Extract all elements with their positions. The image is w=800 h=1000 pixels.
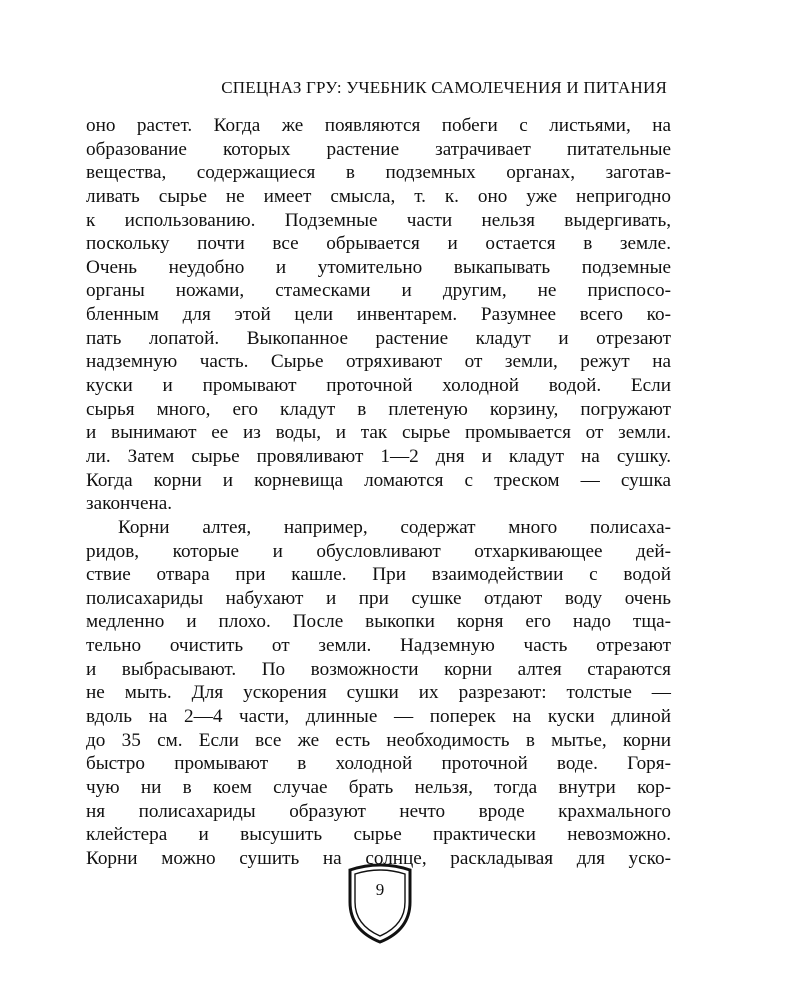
text-line: Корни можно сушить на солнце, раскладывая для уско-: [86, 847, 671, 869]
text-line: до 35 см. Если все же есть необходимость в мытье, корни: [86, 729, 671, 751]
text-line: ливать сырье не имеет смысла, т. к. оно уже непригодно: [86, 185, 671, 207]
text-line: и выбрасывают. По возможности корни алтея стараются: [86, 658, 671, 680]
text-line: полисахариды набухают и при сушке отдают воду очень: [86, 587, 671, 609]
text-line: быстро промывают в холодной проточной воде. Горя-: [86, 753, 671, 775]
page-number: 9: [375, 880, 385, 899]
text-line: куски и промывают проточной холодной водой. Если: [86, 375, 671, 397]
text-line: ствие отвара при кашле. При взаимодействии с водой: [86, 564, 671, 586]
page-number-badge: [346, 862, 414, 946]
text-line: к использованию. Подземные части нельзя выдергивать,: [86, 209, 671, 231]
text-line: не мыть. Для ускорения сушки их разрезают: толстые —: [86, 682, 671, 704]
paragraph: [86, 516, 671, 871]
text-line: клейстера и высушить сырье практически невозможно.: [86, 824, 671, 846]
text-line: закончена.: [86, 493, 173, 515]
text-line: пать лопатой. Выкопанное растение кладут и отрезают: [86, 327, 671, 349]
text-line: ня полисахариды образуют нечто вроде крахмального: [86, 800, 671, 822]
text-line: сырья много, его кладут в плетеную корзину, погружают: [86, 398, 671, 420]
text-line: тельно очистить от земли. Надземную часть отрезают: [86, 635, 671, 657]
text-line: поскольку почти все обрывается и остается в земле.: [86, 233, 671, 255]
text-line: Очень неудобно и утомительно выкапывать подземные: [86, 256, 671, 278]
paragraph: [86, 114, 671, 516]
text-line: чую ни в коем случае брать нельзя, тогда внутри кор-: [86, 776, 671, 798]
text-line: надземную часть. Сырье отряхивают от земли, режут на: [86, 351, 671, 373]
text-line: Когда корни и корневища ломаются с треском — сушка: [86, 469, 671, 491]
shield-icon: [346, 862, 414, 946]
text-line: вдоль на 2—4 части, длинные — поперек на куски длиной: [86, 706, 671, 728]
running-head: СПЕЦНАЗ ГРУ: УЧЕБНИК САМОЛЕЧЕНИЯ И ПИТАНИЯ: [221, 78, 667, 97]
text-line: ли. Затем сырье провяливают 1—2 дня и кладут на сушку.: [86, 445, 671, 467]
text-line: ридов, которые и обусловливают отхаркивающее дей-: [86, 540, 671, 562]
text-line: бленным для этой цели инвентарем. Разумнее всего ко-: [86, 304, 671, 326]
text-line: образование которых растение затрачивает питательные: [86, 138, 671, 160]
text-line: оно растет. Когда же появляются побеги с листьями, на: [86, 115, 671, 136]
text-line: органы ножами, стамесками и другим, не приспосо-: [86, 280, 671, 302]
text-line: вещества, содержащиеся в подземных органах, заготав-: [86, 162, 671, 184]
body-text: [86, 114, 671, 871]
text-line: и вынимают ее из воды, и так сырье промывается от земли.: [86, 422, 671, 444]
text-line: Корни алтея, например, содержат много полисаха-: [118, 516, 671, 538]
text-line: медленно и плохо. После выкопки корня его надо тща-: [86, 611, 671, 633]
